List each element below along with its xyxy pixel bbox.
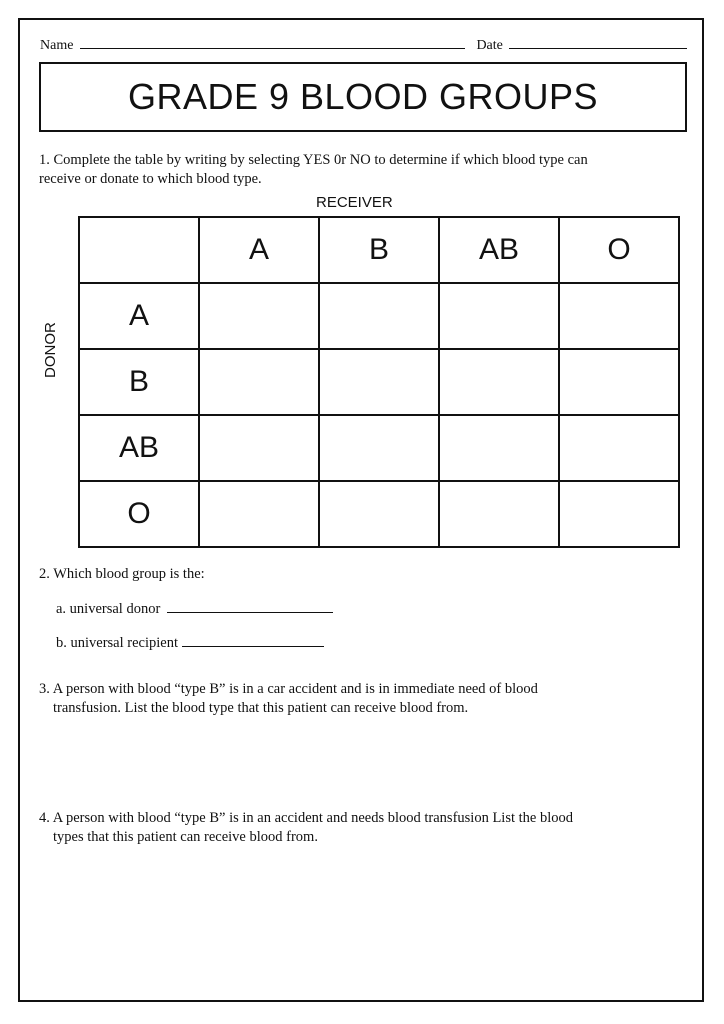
question-1-line-2: receive or donate to which blood type. bbox=[39, 171, 262, 187]
table-row bbox=[79, 349, 679, 415]
table-row bbox=[79, 415, 679, 481]
answer-cell[interactable] bbox=[559, 349, 679, 415]
column-header: A bbox=[199, 217, 319, 283]
question-1 bbox=[39, 151, 679, 189]
row-header: B bbox=[79, 349, 199, 415]
answer-cell[interactable] bbox=[559, 481, 679, 547]
worksheet-page bbox=[18, 18, 704, 1002]
row-header: O bbox=[79, 481, 199, 547]
answer-cell[interactable] bbox=[559, 415, 679, 481]
question-3-line-1: 3. A person with blood “type B” is in a car accident and is in immediate need of blood bbox=[39, 681, 538, 697]
column-header: O bbox=[559, 217, 679, 283]
answer-cell[interactable] bbox=[319, 283, 439, 349]
answer-cell[interactable] bbox=[439, 283, 559, 349]
question-4-line-2: types that this patient can receive blood from. bbox=[53, 829, 318, 845]
date-label: Date bbox=[476, 38, 503, 53]
answer-cell[interactable] bbox=[319, 415, 439, 481]
question-2a bbox=[56, 600, 333, 618]
title-box bbox=[39, 62, 687, 132]
table-row bbox=[79, 283, 679, 349]
column-header: B bbox=[319, 217, 439, 283]
row-header: AB bbox=[79, 415, 199, 481]
donor-label: DONOR bbox=[42, 322, 59, 378]
blood-compatibility-table bbox=[78, 216, 680, 548]
answer-cell[interactable] bbox=[199, 415, 319, 481]
table-corner-cell bbox=[79, 217, 199, 283]
answer-cell[interactable] bbox=[439, 415, 559, 481]
answer-cell[interactable] bbox=[199, 349, 319, 415]
universal-recipient-answer[interactable] bbox=[182, 634, 324, 647]
question-3 bbox=[39, 680, 669, 718]
date-field[interactable] bbox=[509, 36, 687, 49]
question-4 bbox=[39, 809, 669, 847]
answer-cell[interactable] bbox=[319, 349, 439, 415]
name-date-row bbox=[40, 36, 690, 54]
answer-cell[interactable] bbox=[319, 481, 439, 547]
question-2b bbox=[56, 634, 324, 652]
table-row bbox=[79, 481, 679, 547]
question-2: 2. Which blood group is the: bbox=[39, 566, 205, 582]
answer-cell[interactable] bbox=[439, 349, 559, 415]
answer-cell[interactable] bbox=[199, 481, 319, 547]
row-header: A bbox=[79, 283, 199, 349]
answer-cell[interactable] bbox=[559, 283, 679, 349]
question-2a-label: a. universal donor bbox=[56, 601, 161, 617]
name-label: Name bbox=[40, 38, 74, 53]
question-4-line-1: 4. A person with blood “type B” is in an accident and needs blood transfusion List the blood bbox=[39, 810, 573, 826]
table-header-row bbox=[79, 217, 679, 283]
universal-donor-answer[interactable] bbox=[167, 600, 333, 613]
question-1-line-1: 1. Complete the table by writing by selecting YES 0r NO to determine if which blood type can bbox=[39, 152, 588, 168]
receiver-label: RECEIVER bbox=[316, 194, 393, 211]
page-title: GRADE 9 BLOOD GROUPS bbox=[127, 76, 599, 117]
question-3-line-2: transfusion. List the blood type that this patient can receive blood from. bbox=[53, 700, 469, 716]
question-2b-label: b. universal recipient bbox=[56, 635, 178, 651]
name-field[interactable] bbox=[80, 36, 465, 49]
answer-cell[interactable] bbox=[439, 481, 559, 547]
answer-cell[interactable] bbox=[199, 283, 319, 349]
column-header: AB bbox=[439, 217, 559, 283]
